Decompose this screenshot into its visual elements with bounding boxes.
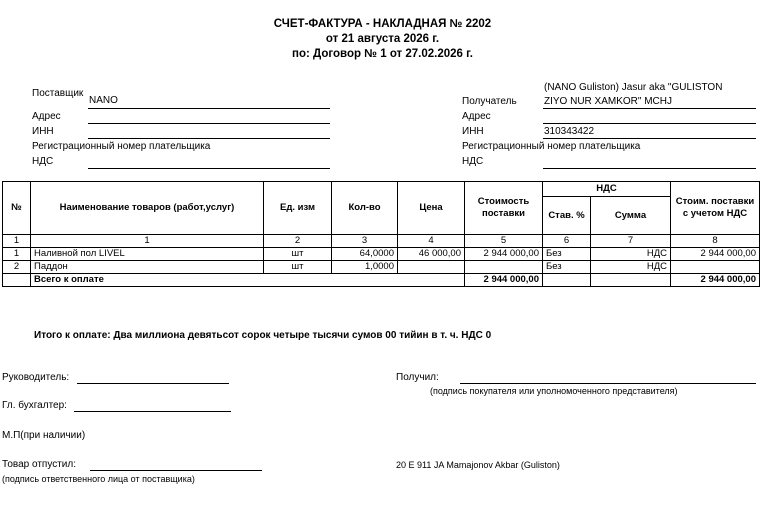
recipient-vat-label: НДС [462, 156, 484, 167]
row-price [398, 261, 465, 274]
accountant-signature-line [74, 411, 231, 412]
row-num: 2 [3, 261, 31, 274]
table-row [3, 261, 760, 274]
column-number: 5 [465, 235, 543, 248]
column-number: 4 [398, 235, 465, 248]
received-signature-line [460, 383, 756, 384]
total-with-vat: 2 944 000,00 [671, 274, 760, 287]
recipient-inn-line [543, 138, 756, 139]
contract-reference: по: Договор № 1 от 27.02.2026 г. [292, 48, 473, 60]
header-qty: Кол-во [332, 182, 398, 235]
header-name: Наименование товаров (работ,услуг) [31, 182, 264, 235]
total-label: Всего к оплате [31, 274, 465, 287]
column-number: 8 [671, 235, 760, 248]
supplier-vat-line [88, 168, 330, 169]
total-vat-rate-cell [543, 274, 591, 287]
row-unit: шт [264, 248, 332, 261]
recipient-inn-label: ИНН [462, 126, 484, 137]
supplier-name-line [88, 108, 330, 109]
receiver-note: 20 E 911 JA Mamajonov Akbar (Guliston) [396, 460, 560, 470]
supplier-inn-label: ИНН [32, 126, 54, 137]
recipient-name-line2: ZIYO NUR XAMKOR" MCHJ [544, 96, 672, 107]
released-caption: (подпись ответственного лица от поставщика) [2, 474, 195, 484]
total-num-cell [3, 274, 31, 287]
row-vat-rate: Без [543, 261, 591, 274]
row-cost [465, 261, 543, 274]
table-header-row [3, 182, 760, 197]
supplier-vat-label: НДС [32, 156, 54, 167]
row-vat-sum: НДС [591, 261, 671, 274]
row-qty: 64,0000 [332, 248, 398, 261]
accountant-label: Гл. бухгалтер: [2, 400, 67, 411]
recipient-vat-line [543, 168, 756, 169]
supplier-name: NANO [89, 95, 118, 106]
head-label: Руководитель: [2, 372, 70, 383]
column-number: 1 [31, 235, 264, 248]
header-total: Стоим. поставки с учетом НДС [671, 182, 760, 235]
row-vat-rate: Без [543, 248, 591, 261]
header-vat-sum: Сумма [591, 197, 671, 235]
released-signature-line [90, 470, 262, 471]
header-cost: Стоимость поставки [465, 182, 543, 235]
row-vat-sum: НДС [591, 248, 671, 261]
column-number: 7 [591, 235, 671, 248]
table-total-row [3, 274, 760, 287]
document-date: от 21 августа 2026 г. [325, 33, 440, 45]
row-cost: 2 944 000,00 [465, 248, 543, 261]
header-num: № [3, 182, 31, 235]
header-unit: Ед. изм [264, 182, 332, 235]
recipient-address-label: Адрес [462, 111, 491, 122]
column-number: 3 [332, 235, 398, 248]
row-unit: шт [264, 261, 332, 274]
header-vat-rate: Став. % [543, 197, 591, 235]
amount-in-words: Итого к оплате: Два миллиона девятьсот сорок четыре тысячи сумов 00 тийин в т. ч. НДС 0 [34, 330, 492, 341]
header-vat: НДС [543, 182, 671, 197]
row-name: Паддон [31, 261, 264, 274]
supplier-address-line [88, 123, 330, 124]
recipient-name-line1: (NANO Guliston) Jasur aka "GULISTON [544, 82, 723, 93]
row-total [671, 261, 760, 274]
row-total: 2 944 000,00 [671, 248, 760, 261]
total-vat-sum-cell [591, 274, 671, 287]
received-caption: (подпись покупателя или уполномоченного представителя) [430, 386, 678, 396]
row-price: 46 000,00 [398, 248, 465, 261]
recipient-name-line [543, 108, 756, 109]
column-number: 6 [543, 235, 591, 248]
row-name: Наливной пол LIVEL [31, 248, 264, 261]
supplier-inn-line [88, 138, 330, 139]
recipient-inn: 310343422 [544, 126, 595, 137]
released-label: Товар отпустил: [2, 459, 76, 470]
column-number: 1 [3, 235, 31, 248]
row-num: 1 [3, 248, 31, 261]
table-row [3, 248, 760, 261]
total-cost: 2 944 000,00 [465, 274, 543, 287]
supplier-address-label: Адрес [32, 111, 61, 122]
supplier-reg-label: Регистрационный номер плательщика [32, 141, 211, 152]
row-qty: 1,0000 [332, 261, 398, 274]
recipient-address-line [543, 123, 756, 124]
recipient-reg-label: Регистрационный номер плательщика [462, 141, 641, 152]
document-title: СЧЕТ-ФАКТУРА - НАКЛАДНАЯ № 2202 [273, 18, 492, 30]
column-number: 2 [264, 235, 332, 248]
supplier-label: Поставщик [32, 88, 84, 99]
column-number-row [3, 235, 760, 248]
recipient-label: Получатель [462, 96, 517, 107]
received-label: Получил: [396, 372, 439, 383]
stamp-label: М.П(при наличии) [2, 430, 86, 441]
items-table [2, 181, 760, 287]
header-price: Цена [398, 182, 465, 235]
head-signature-line [77, 383, 229, 384]
